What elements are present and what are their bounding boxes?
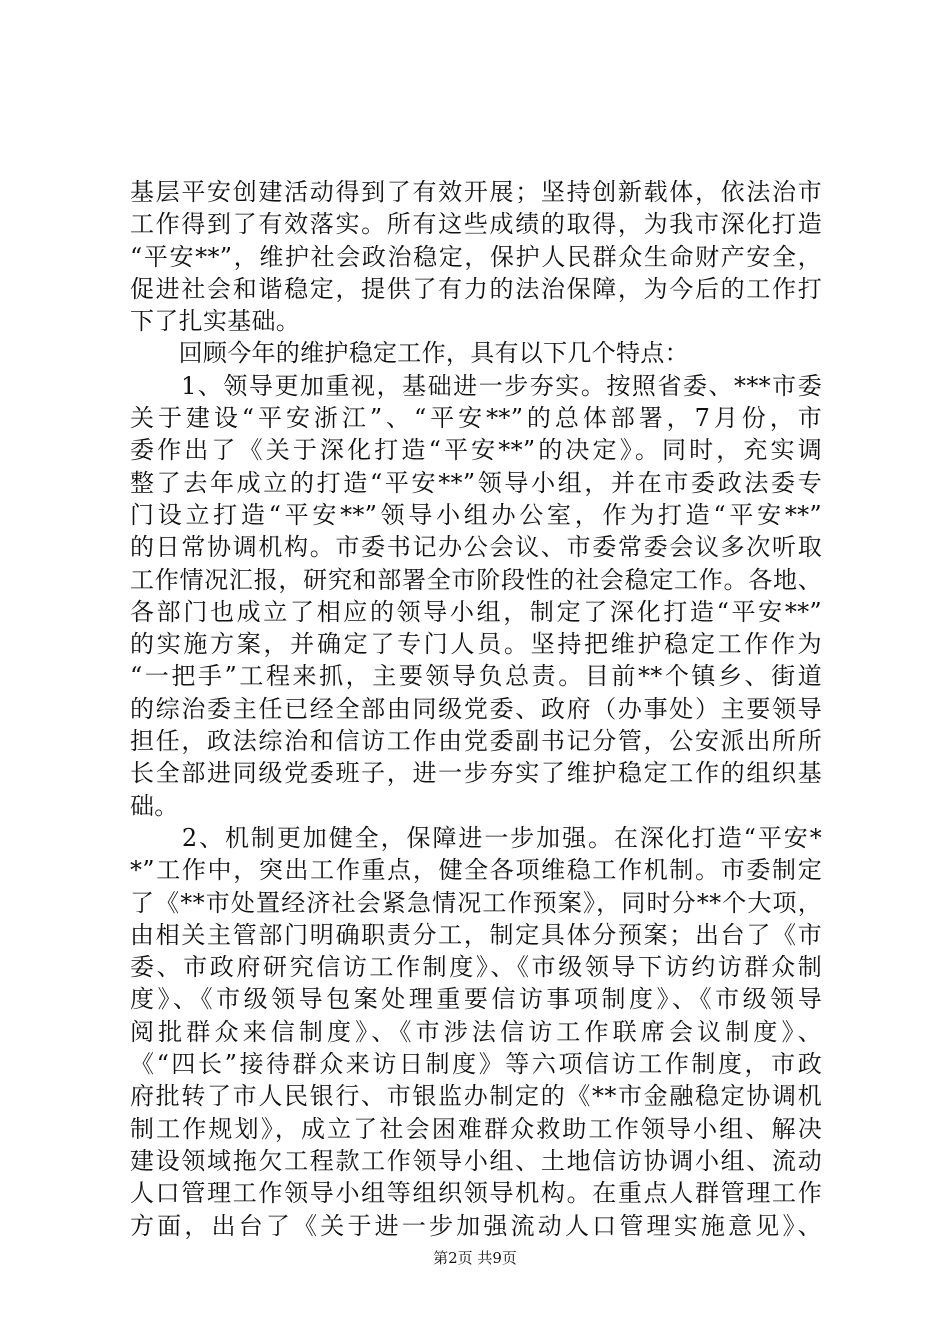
text-line: 门设立打造“平安**”领导小组办公室，作为打造“平安**” xyxy=(130,500,822,529)
text-line: 回顾今年的维护稳定工作，具有以下几个特点： xyxy=(130,339,689,368)
text-line: 各部门也成立了相应的领导小组，制定了深化打造“平安**” xyxy=(130,597,822,626)
text-line: 由相关主管部门明确职责分工，制定具体分预案；出台了《市 xyxy=(130,920,822,949)
text-line: “平安**”，维护社会政治稳定，保护人民群众生命财产安全， xyxy=(130,242,822,271)
body-text xyxy=(130,176,822,1242)
page-footer: 第2页 共9页 xyxy=(433,1249,517,1267)
text-line: 关于建设“平安浙江”、“平安**”的总体部署，7月份，市 xyxy=(130,404,822,433)
text-line: *”工作中，突出工作重点，健全各项维稳工作机制。市委制定 xyxy=(130,856,822,885)
text-line: 1、领导更加重视，基础进一步夯实。按照省委、***市委 xyxy=(130,371,822,400)
text-line: 府批转了市人民银行、市银监办制定的《**市金融稳定协调机 xyxy=(130,1082,822,1111)
text-line: 2、机制更加健全，保障进一步加强。在深化打造“平安* xyxy=(130,823,822,852)
text-line: “一把手”工程来抓，主要领导负总责。目前**个镇乡、街道 xyxy=(130,662,822,691)
text-line: 制工作规划》，成立了社会困难群众救助工作领导小组、解决 xyxy=(130,1114,822,1143)
text-line: 担任，政法综治和信访工作由党委副书记分管，公安派出所所 xyxy=(130,727,822,756)
text-line: 《“四长”接待群众来访日制度》等六项信访工作制度，市政 xyxy=(130,1050,822,1079)
text-line: 工作得到了有效落实。所有这些成绩的取得，为我市深化打造 xyxy=(130,210,822,239)
text-line: 阅批群众来信制度》、《市涉法信访工作联席会议制度》、 xyxy=(130,1017,822,1046)
text-line: 方面，出台了《关于进一步加强流动人口管理实施意见》、 xyxy=(130,1211,822,1240)
text-line: 度》、《市级领导包案处理重要信访事项制度》、《市级领导 xyxy=(130,985,822,1014)
text-line: 的综治委主任已经全部由同级党委、政府（办事处）主要领导 xyxy=(130,694,822,723)
text-line: 长全部进同级党委班子，进一步夯实了维护稳定工作的组织基 xyxy=(130,759,822,788)
text-line: 的日常协调机构。市委书记办公会议、市委常委会议多次听取 xyxy=(130,533,822,562)
text-line: 委、市政府研究信访工作制度》、《市级领导下访约访群众制 xyxy=(130,953,822,982)
text-line: 人口管理工作领导小组等组织领导机构。在重点人群管理工作 xyxy=(130,1179,822,1208)
text-line: 的实施方案，并确定了专门人员。坚持把维护稳定工作作为 xyxy=(130,630,822,659)
text-line: 下了扎实基础。 xyxy=(130,307,301,336)
text-line: 基层平安创建活动得到了有效开展；坚持创新载体，依法治市 xyxy=(130,178,822,206)
text-line: 工作情况汇报，研究和部署全市阶段性的社会稳定工作。各地、 xyxy=(130,565,822,594)
text-line: 促进社会和谐稳定，提供了有力的法治保障，为今后的工作打 xyxy=(130,274,822,303)
text-line: 了《**市处置经济社会紧急情况工作预案》，同时分**个大项， xyxy=(130,888,822,917)
text-line: 建设领域拖欠工程款工作领导小组、土地信访协调小组、流动 xyxy=(130,1146,822,1175)
text-line: 础。 xyxy=(130,791,179,820)
text-line: 委作出了《关于深化打造“平安**”的决定》。同时，充实调 xyxy=(130,436,822,465)
text-line: 整了去年成立的打造“平安**”领导小组，并在市委政法委专 xyxy=(130,468,822,497)
